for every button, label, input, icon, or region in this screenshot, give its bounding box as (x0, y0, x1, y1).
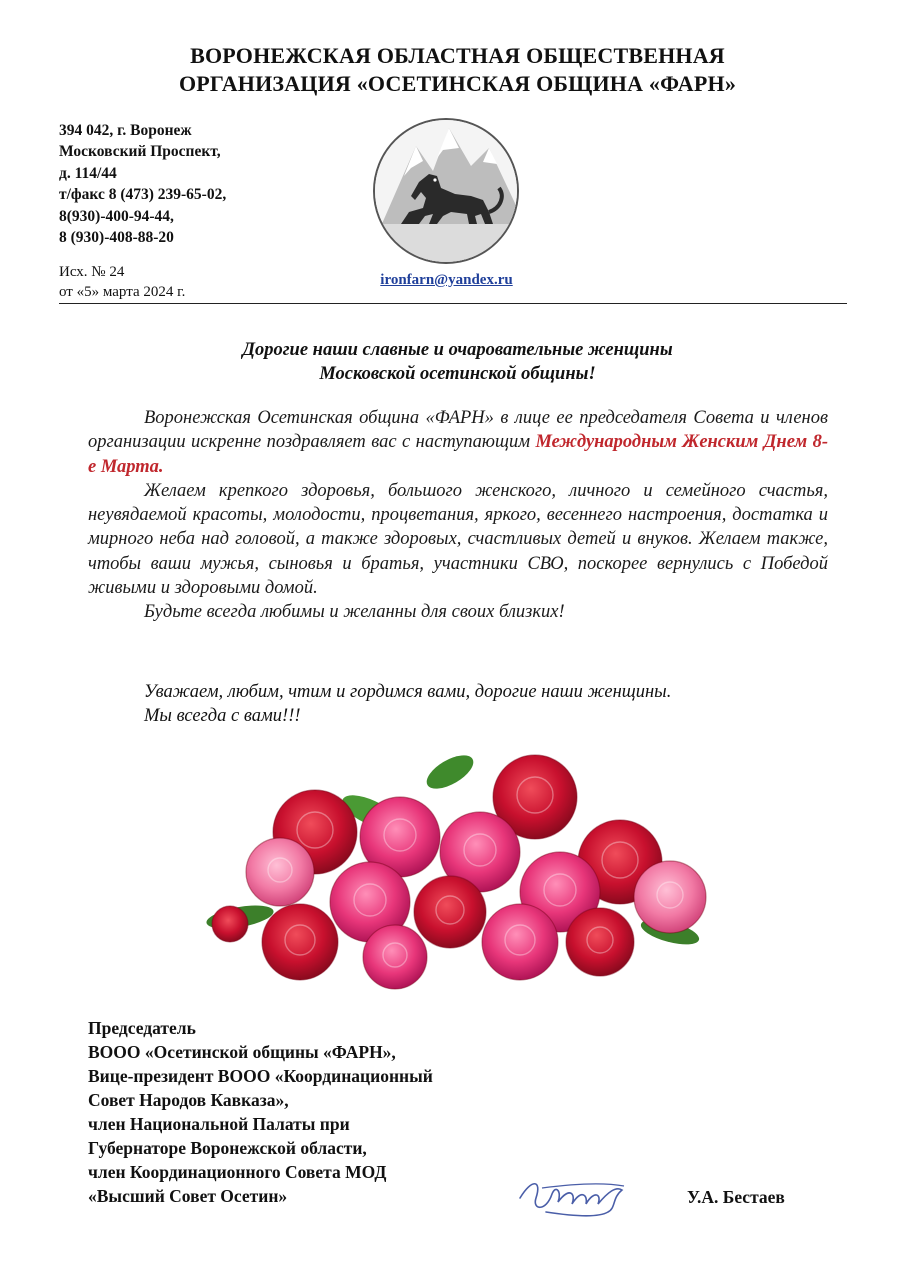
chairman-line: член Национальной Палаты при (88, 1114, 350, 1134)
pink-red-roses-bouquet-image (200, 742, 720, 992)
chairman-line: Вице-президент ВООО «Координационный (88, 1066, 433, 1086)
org-title-line-1: ВОРОНЕЖСКАЯ ОБЛАСТНАЯ ОБЩЕСТВЕННАЯ (190, 43, 725, 68)
closing-lines (144, 680, 671, 729)
congrats-text: Воронежская Осетинская община «ФАРН» в лице ее председателя Совета и членов организации искренне поздравляет вас с наступающим (88, 408, 828, 453)
chairman-line: Председатель (88, 1018, 196, 1038)
address-block (59, 120, 226, 248)
letter-body (88, 406, 828, 625)
address-line: д. 114/44 (59, 164, 117, 182)
paragraph-wishes: Желаем крепкого здоровья, большого женского, личного и семейного счастья, неувядаемой красоты, молодости, процветания, яркого, весеннего настроения, достатка и мирного неба над головой, а также здоровых, счастливых детей и внуков. Желаем также, чтобы ваши мужья, сыновья и братья, участники СВО, поскорее вернулись с Победой живыми и здоровыми домой. (88, 480, 828, 599)
email-link[interactable]: ironfarn@yandex.ru (380, 272, 513, 288)
leopard-mountains-emblem-icon (371, 116, 521, 266)
outgoing-reference (59, 262, 185, 302)
holiday-name: Международным Женским Днем 8-е Марта. (88, 432, 828, 477)
organization-title (0, 42, 915, 98)
org-title-line-2: ОРГАНИЗАЦИЯ «ОСЕТИНСКАЯ ОБЩИНА «ФАРН» (178, 71, 737, 96)
address-line: 394 042, г. Воронеж (59, 122, 192, 139)
paragraph-congrats (88, 406, 828, 479)
outgoing-date: от «5» марта 2024 г. (59, 284, 186, 300)
handwritten-signature (512, 1168, 632, 1228)
chairman-line: член Координационного Совета МОД (88, 1162, 387, 1182)
chairman-line: «Высший Совет Осетин» (88, 1186, 288, 1206)
signer-name: У.А. Бестаев (687, 1187, 785, 1207)
closing-line-2: Мы всегда с вами!!! (144, 706, 301, 727)
chairman-titles (88, 1016, 433, 1208)
address-line: Московский Проспект, (59, 143, 221, 161)
closing-line-1: Уважаем, любим, чтим и гордимся вами, дорогие наши женщины. (144, 682, 672, 702)
header-divider (59, 303, 847, 304)
greeting-line-1: Дорогие наши славные и очаровательные женщины (242, 340, 673, 360)
address-line: 8(930)-400-94-44, (59, 207, 174, 225)
paragraph-beloved: Будьте всегда любимы и желанны для своих близких! (144, 602, 565, 623)
greeting-line-2: Московской осетинской общины! (319, 364, 596, 384)
outgoing-number: Исх. № 24 (59, 264, 125, 280)
chairman-line: Губернаторе Воронежской области, (88, 1138, 367, 1158)
chairman-line: Совет Народов Кавказа», (88, 1090, 289, 1110)
greeting (0, 338, 915, 386)
chairman-line: ВООО «Осетинской общины «ФАРН», (88, 1042, 396, 1062)
address-line: 8 (930)-408-88-20 (59, 229, 174, 247)
address-line: т/факс 8 (473) 239-65-02, (59, 186, 227, 204)
